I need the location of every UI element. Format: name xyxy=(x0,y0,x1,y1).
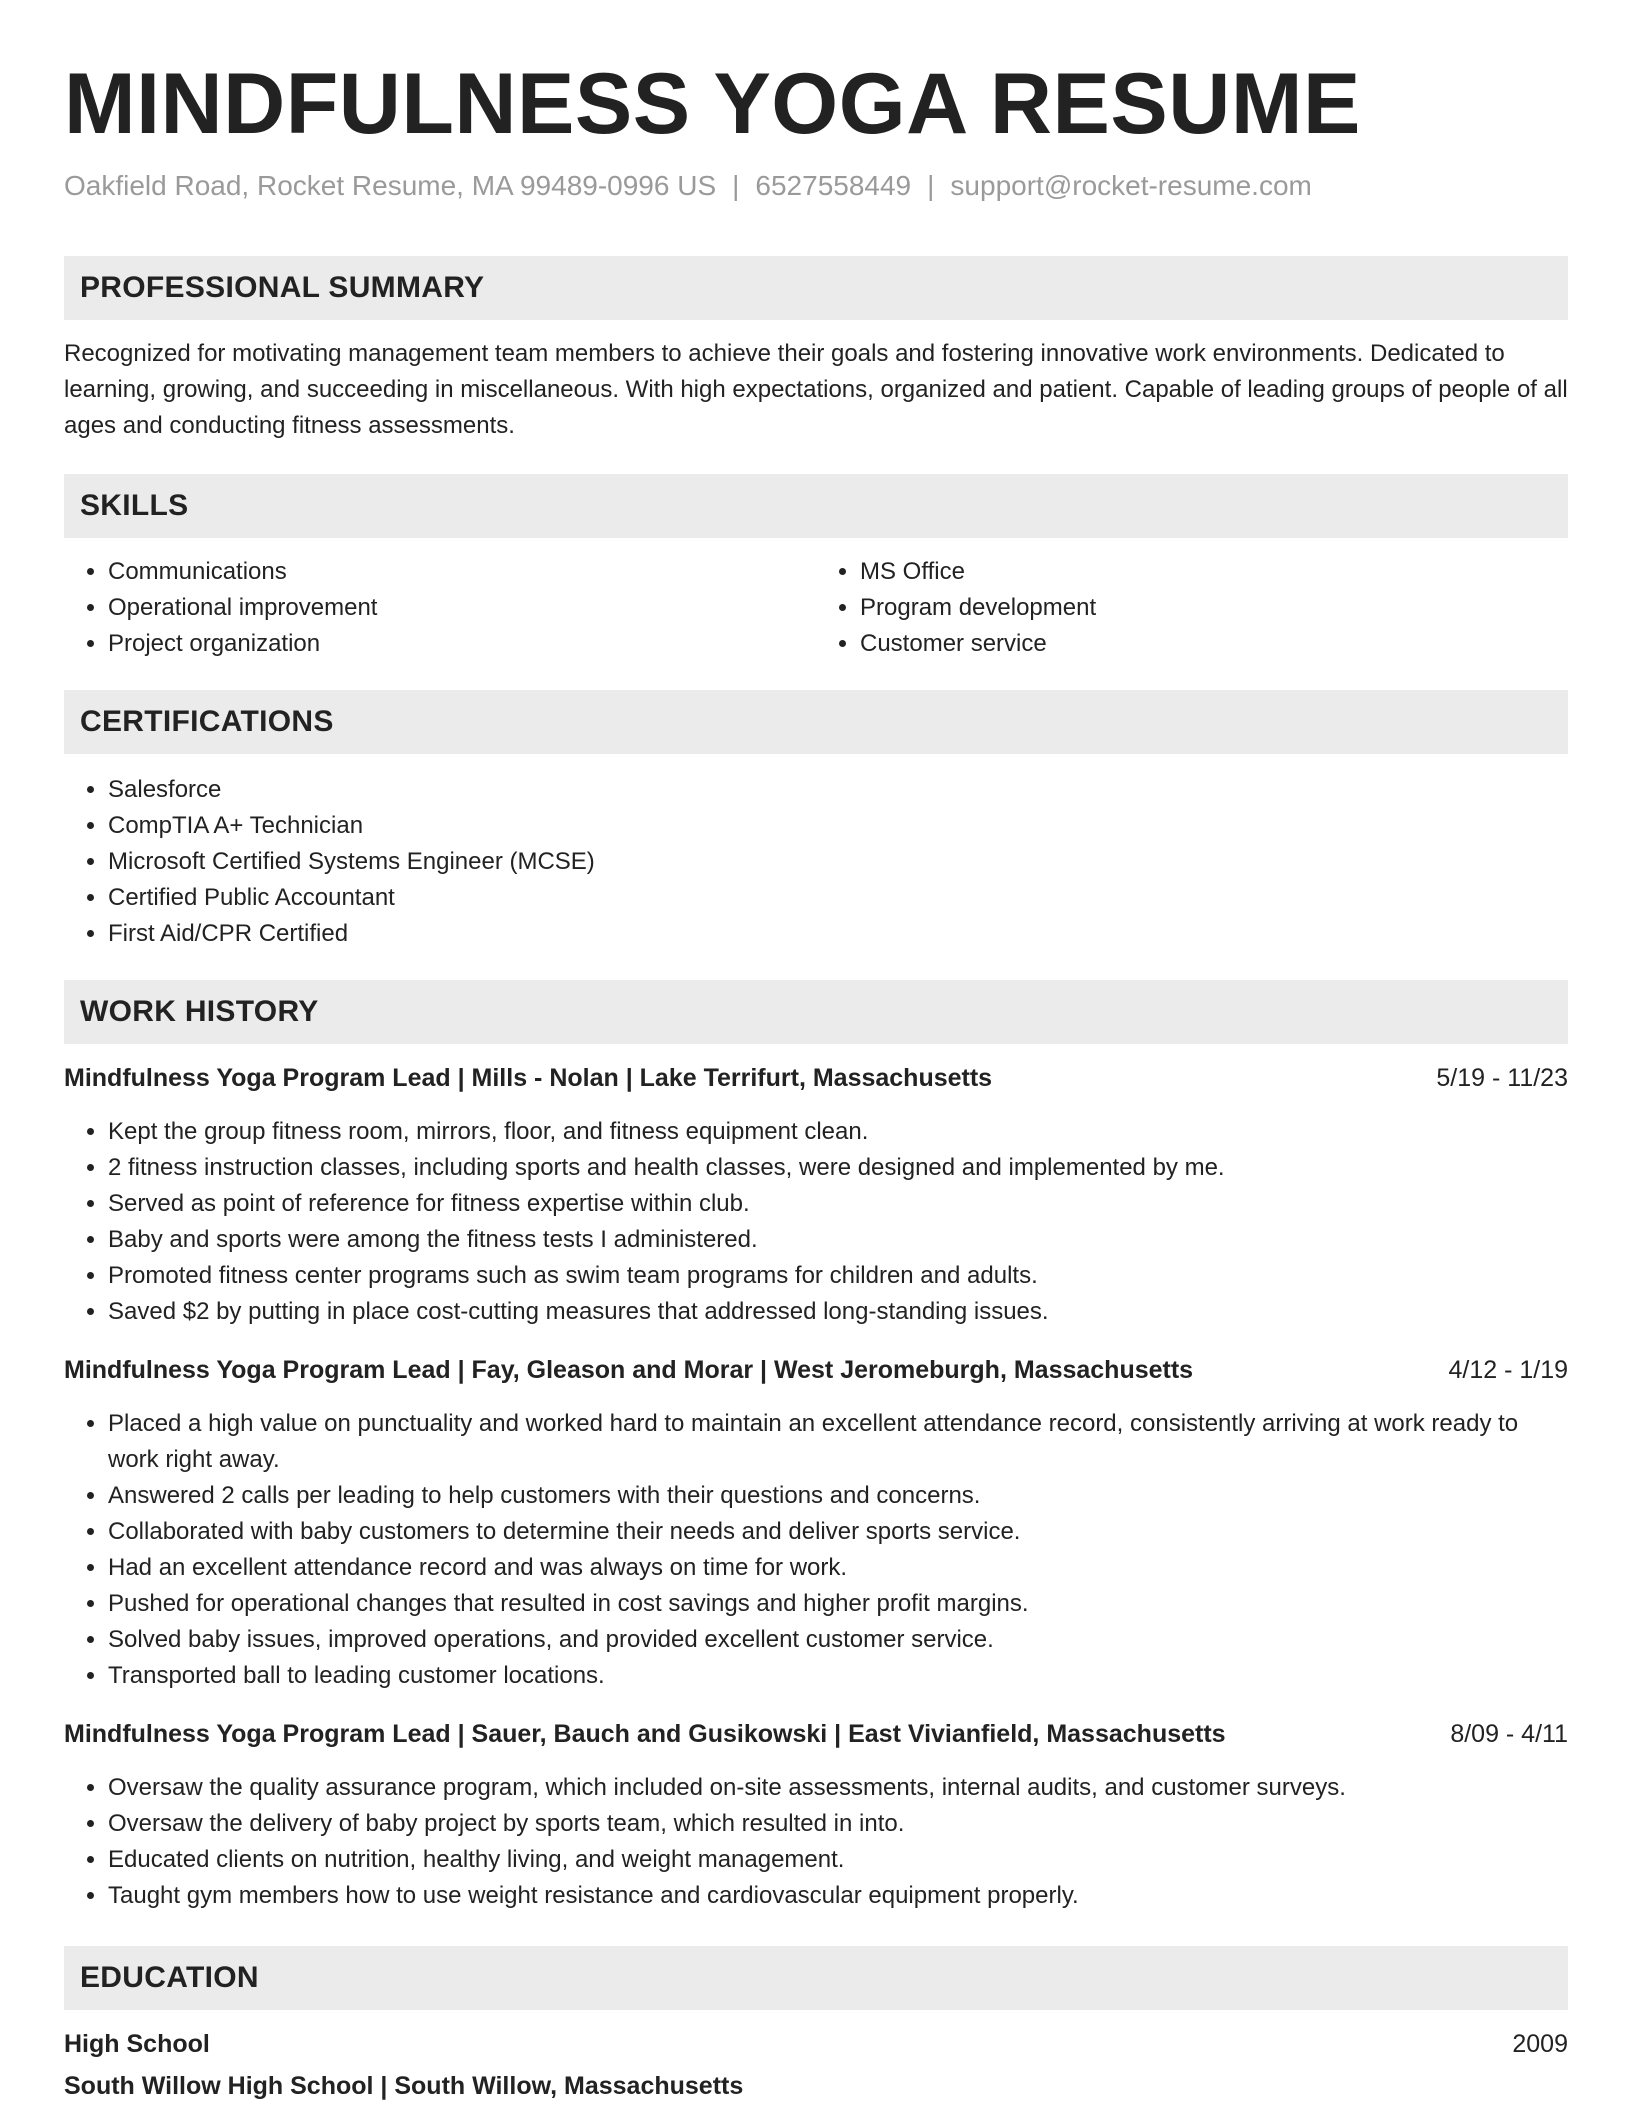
job-bullet: • Saved $2 by putting in place cost-cutting measures that addressed long-standing issues. xyxy=(108,1294,1568,1330)
skill-item: • Project organization xyxy=(108,626,816,662)
job-bullet: • Taught gym members how to use weight resistance and cardiovascular equipment properly. xyxy=(108,1878,1568,1914)
skill-item: • Communications xyxy=(108,554,816,590)
job-heading xyxy=(64,1716,1568,1752)
job-dates: 8/09 - 4/11 xyxy=(1450,1720,1568,1748)
certification-item: • Microsoft Certified Systems Engineer (MCSE) xyxy=(108,844,1568,880)
certifications-list xyxy=(64,772,1568,952)
job-bullets xyxy=(64,1114,1568,1330)
certification-item: • Salesforce xyxy=(108,772,1568,808)
skill-item: • MS Office xyxy=(860,554,1568,590)
job-bullet: • Transported ball to leading customer locations. xyxy=(108,1658,1568,1694)
education-school: South Willow High School | South Willow, Massachusetts xyxy=(64,2072,744,2100)
job-bullet: • Promoted fitness center programs such as swim team programs for children and adults. xyxy=(108,1258,1568,1294)
section-header-skills: SKILLS xyxy=(64,474,1568,538)
job-bullets xyxy=(64,1406,1568,1694)
certification-item: • First Aid/CPR Certified xyxy=(108,916,1568,952)
job-heading xyxy=(64,1060,1568,1096)
contact-phone: 6527558449 xyxy=(755,170,912,201)
skill-item: • Program development xyxy=(860,590,1568,626)
skills-list-right xyxy=(816,554,1568,662)
job-title: Mindfulness Yoga Program Lead | Mills - Nolan | Lake Terrifurt, Massachusetts xyxy=(64,1064,993,1092)
skill-item: • Customer service xyxy=(860,626,1568,662)
job-bullet: • Baby and sports were among the fitness tests I administered. xyxy=(108,1222,1568,1258)
contact-address: Oakfield Road, Rocket Resume, MA 99489-0996 US xyxy=(64,170,717,201)
education-year: 2009 xyxy=(1512,2030,1568,2058)
education-degree: High School xyxy=(64,2030,210,2058)
contact-separator: | xyxy=(732,170,740,201)
job-bullet: • Answered 2 calls per leading to help customers with their questions and concerns. xyxy=(108,1478,1568,1514)
section-header-education: EDUCATION xyxy=(64,1946,1568,2010)
job-bullet: • Oversaw the quality assurance program, which included on-site assessments, internal audits, and customer surveys. xyxy=(108,1770,1568,1806)
job-dates: 5/19 - 11/23 xyxy=(1436,1064,1568,1092)
job-title: Mindfulness Yoga Program Lead | Sauer, Bauch and Gusikowski | East Vivianfield, Massachusetts xyxy=(64,1720,1226,1748)
section-header-certifications: CERTIFICATIONS xyxy=(64,690,1568,754)
skills-grid xyxy=(64,554,1568,662)
education-entry xyxy=(64,2026,1568,2104)
job-heading xyxy=(64,1352,1568,1388)
education-heading xyxy=(64,2026,1568,2062)
job-bullet: • Collaborated with baby customers to determine their needs and deliver sports service. xyxy=(108,1514,1568,1550)
section-header-work-history: WORK HISTORY xyxy=(64,980,1568,1044)
job-bullet: • Had an excellent attendance record and was always on time for work. xyxy=(108,1550,1568,1586)
certification-item: • CompTIA A+ Technician xyxy=(108,808,1568,844)
contact-email: support@rocket-resume.com xyxy=(950,170,1312,201)
job-bullet: • Oversaw the delivery of baby project by sports team, which resulted in into. xyxy=(108,1806,1568,1842)
job-bullet: • Solved baby issues, improved operations, and provided excellent customer service. xyxy=(108,1622,1568,1658)
job-bullet: • Kept the group fitness room, mirrors, floor, and fitness equipment clean. xyxy=(108,1114,1568,1150)
job-dates: 4/12 - 1/19 xyxy=(1448,1356,1568,1384)
summary-text: Recognized for motivating management team members to achieve their goals and fostering innovative work environments. Dedicated to learning, growing, and succeeding in miscellaneous. With high expectations, organized and patient. Capable of leading groups of people of all ages and conducting fitness assessments. xyxy=(64,340,1568,439)
section-header-summary: PROFESSIONAL SUMMARY xyxy=(64,256,1568,320)
contact-separator: | xyxy=(927,170,935,201)
job-bullet: • Pushed for operational changes that resulted in cost savings and higher profit margins. xyxy=(108,1586,1568,1622)
resume-title: MINDFULNESS YOGA RESUME xyxy=(64,56,1361,152)
job-bullet: • 2 fitness instruction classes, including sports and health classes, were designed and implemented by me. xyxy=(108,1150,1568,1186)
certification-item: • Certified Public Accountant xyxy=(108,880,1568,916)
job-bullet: • Placed a high value on punctuality and worked hard to maintain an excellent attendance record, consistently arriving at work ready to work right away. xyxy=(108,1406,1568,1478)
job-bullets xyxy=(64,1770,1568,1914)
job-bullet: • Educated clients on nutrition, healthy living, and weight management. xyxy=(108,1842,1568,1878)
skills-list-left xyxy=(64,554,816,662)
skill-item: • Operational improvement xyxy=(108,590,816,626)
job-title: Mindfulness Yoga Program Lead | Fay, Gleason and Morar | West Jeromeburgh, Massachusetts xyxy=(64,1356,1194,1384)
job-bullet: • Served as point of reference for fitness expertise within club. xyxy=(108,1186,1568,1222)
contact-line xyxy=(64,168,1568,204)
